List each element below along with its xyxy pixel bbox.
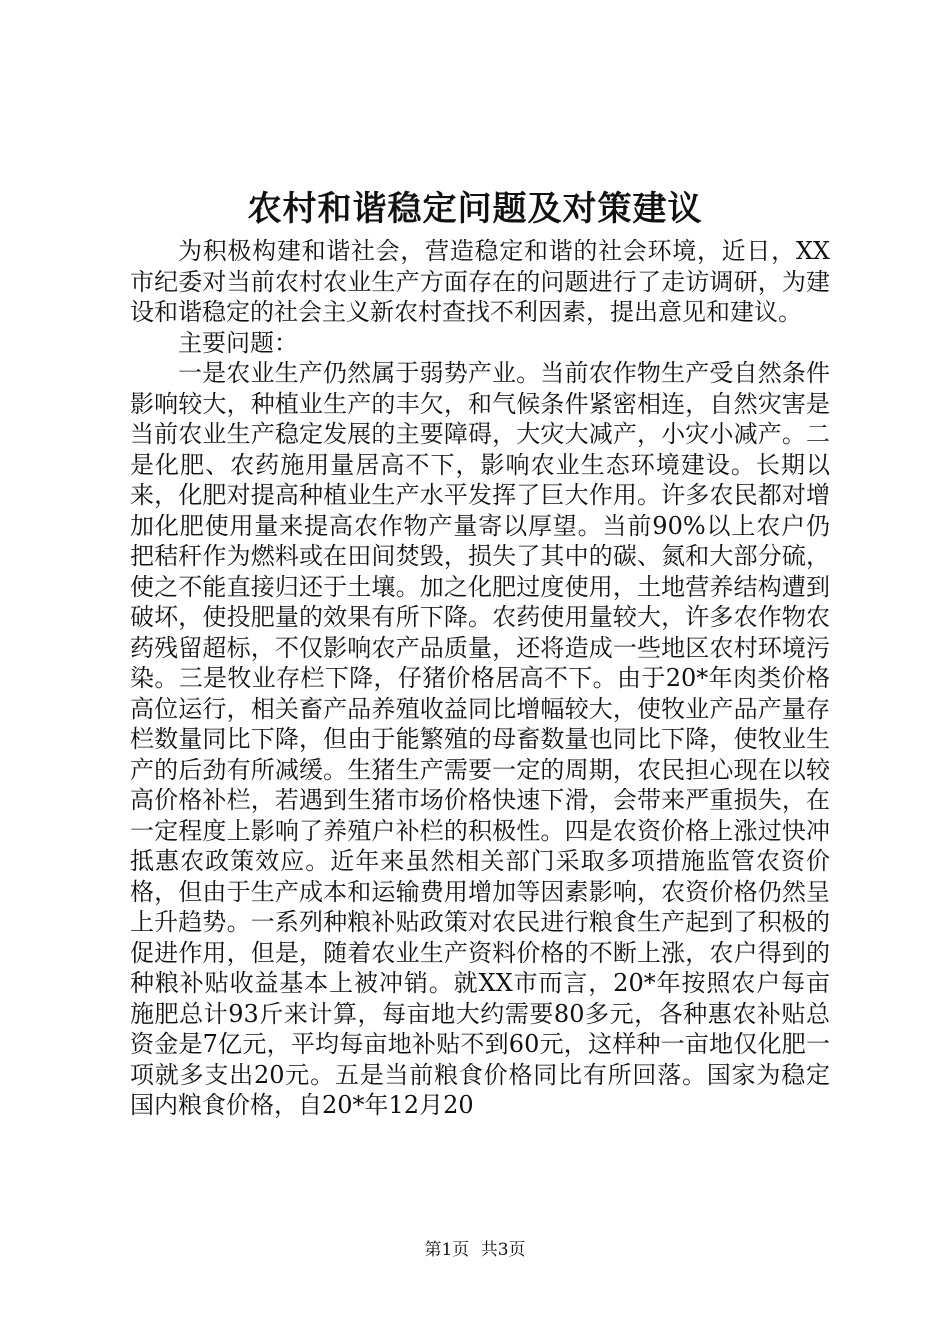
intro-paragraph: 为积极构建和谐社会，营造稳定和谐的社会环境，近日，XX市纪委对当前农村农业生产方面存在的问题进行了走访调研，为建设和谐稳定的社会主义新农村查找不利因素，提出意见和建议。 — [130, 237, 830, 326]
document-body — [130, 236, 830, 1121]
section-heading: 主要问题： — [178, 328, 298, 357]
page-total: 共3页 — [480, 1240, 526, 1260]
page-number: 第1页 — [424, 1240, 470, 1260]
page-footer — [0, 1238, 950, 1262]
document-title: 农村和谐稳定问题及对策建议 — [247, 189, 703, 229]
main-problems-paragraph: 一是农业生产仍然属于弱势产业。当前农作物生产受自然条件影响较大，种植业生产的丰欠，和气候条件紧密相连，自然灾害是当前农业生产稳定发展的主要障碍，大灾大减产，小灾小减产。二是化肥、农药施用量居高不下，影响农业生态环境建设。长期以来，化肥对提高种植业生产水平发挥了巨大作用。许多农民都对增加化肥使用量来提高农作物产量寄以厚望。当前90%以上农户仍把秸秆作为燃料或在田间焚毁，损失了其中的碳、氮和大部分硫，使之不能直接归还于土壤。加之化肥过度使用，土地营养结构遭到破坏，使投肥量的效果有所下降。农药使用量较大，许多农作物农药残留超标，不仅影响农产品质量，还将造成一些地区农村环境污染。三是牧业存栏下降，仔猪价格居高不下。由于20*年肉类价格高位运行，相关畜产品养殖收益同比增幅较大，使牧业产品产量存栏数量同比下降，但由于能繁殖的母畜数量也同比下降，使牧业生产的后劲有所减缓。生猪生产需要一定的周期，农民担心现在以较高价格补栏，若遇到生猪市场价格快速下滑，会带来严重损失，在一定程度上影响了养殖户补栏的积极性。四是农资价格上涨过快冲抵惠农政策效应。近年来虽然相关部门采取多项措施监管农资价格，但由于生产成本和运输费用增加等因素影响，农资价格仍然呈上升趋势。一系列种粮补贴政策对农民进行粮食生产起到了积极的促进作用，但是，随着农业生产资料价格的不断上涨，农户得到的种粮补贴收益基本上被冲销。就XX市而言，20*年按照农户每亩施肥总计93斤来计算，每亩地大约需要80多元，各种惠农补贴总资金是7亿元，平均每亩地补贴不到60元，这样种一亩地仅化肥一项就多支出20元。五是当前粮食价格同比有所回落。国家为稳定国内粮食价格，自20*年12月20 — [130, 359, 830, 1119]
